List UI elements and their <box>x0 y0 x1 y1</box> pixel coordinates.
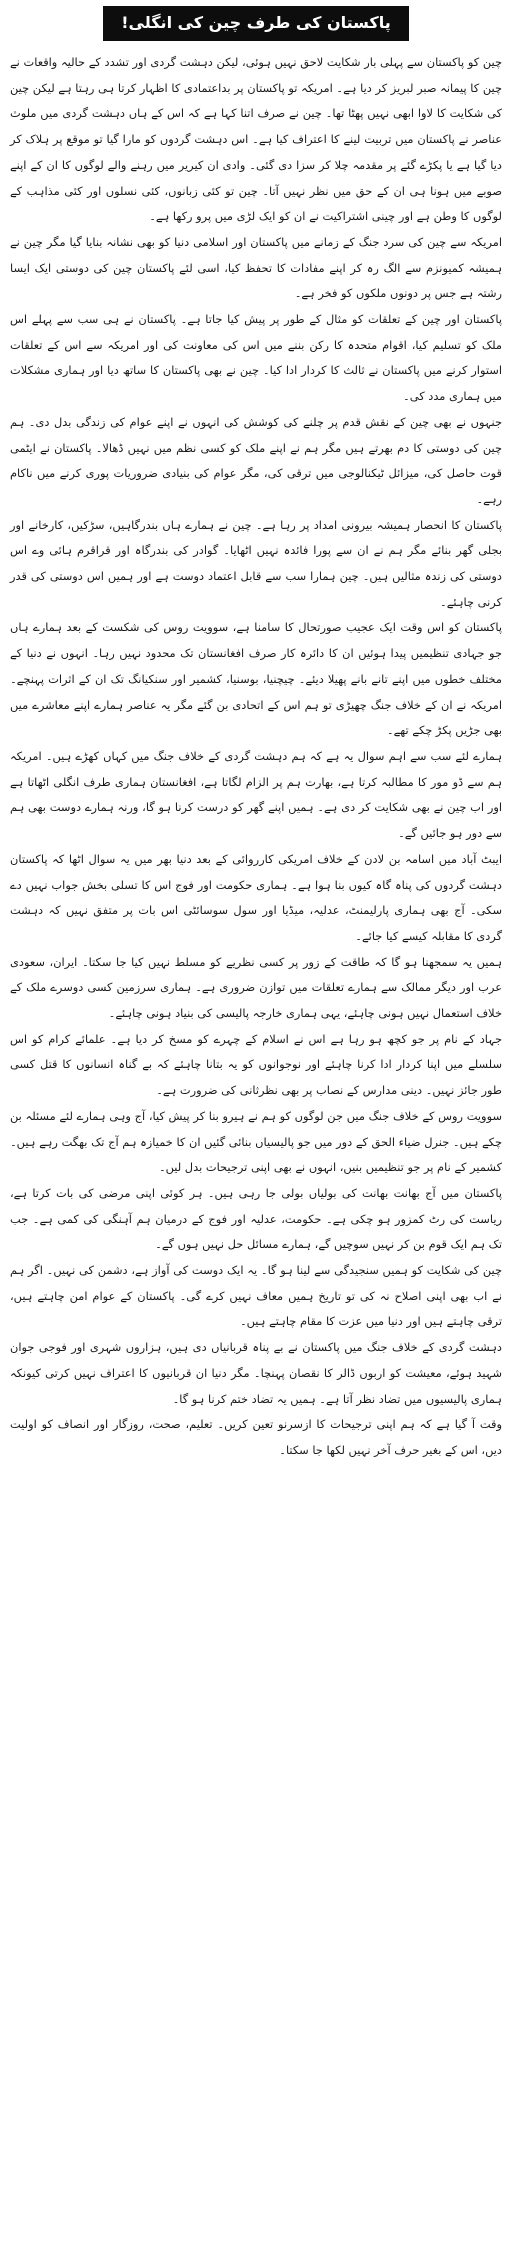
article-paragraph: وقت آ گیا ہے کہ ہم اپنی ترجیحات کا ازسرنو تعین کریں۔ تعلیم، صحت، روزگار اور انصاف کو اولیت دیں، اس کے بغیر حرف آخر نہیں لکھا جا سکتا۔ <box>10 1417 502 1457</box>
headline: پاکستان کی طرف چین کی انگلی! <box>103 6 409 41</box>
article-paragraph: پاکستان اور چین کے تعلقات کو مثال کے طور پر پیش کیا جاتا ہے۔ پاکستان نے ہی سب سے پہلے اس ملک کو تسلیم کیا، اقوام متحدہ کا رکن بننے میں اس کی معاونت کی اور امریکہ سے اس کے تعلقات استوار کرنے میں پاکستان نے ثالث کا کردار ادا کیا۔ چین نے بھی پاکستان کا ساتھ دیا اور ہماری مشکلات میں ہماری مدد کی۔ <box>10 312 502 404</box>
article-paragraph: ایبٹ آباد میں اسامہ بن لادن کے خلاف امریکی کارروائی کے بعد دنیا بھر میں یہ سوال اٹھا کہ پاکستان دہشت گردوں کی پناہ گاہ کیوں بنا ہوا ہے۔ ہماری حکومت اور فوج اس کا تسلی بخش جواب نہیں دے سکی۔ آج بھی ہماری پارلیمنٹ، عدلیہ، میڈیا اور سول سوسائٹی اس بات پر متفق نہیں کہ دہشت گردی کا مقابلہ کیسے کیا جائے۔ <box>10 851 502 943</box>
article-paragraph: چین کی شکایت کو ہمیں سنجیدگی سے لینا ہو گا۔ یہ ایک دوست کی آواز ہے، دشمن کی نہیں۔ اگر ہم نے اب بھی اپنی اصلاح نہ کی تو تاریخ ہمیں معاف نہیں کرے گی۔ پاکستان کے عوام امن چاہتے ہیں، ترقی چاہتے ہیں اور دنیا میں عزت کا مقام چاہتے ہیں۔ <box>10 1263 502 1329</box>
article-body <box>10 50 502 1464</box>
article-paragraph: ہمیں یہ سمجھنا ہو گا کہ طاقت کے زور پر کسی نظریے کو مسلط نہیں کیا جا سکتا۔ ایران، سعودی عرب اور دیگر ممالک سے ہمارے تعلقات میں توازن ضروری ہے۔ ہماری سرزمین کسی دوسرے ملک کے خلاف استعمال نہیں ہونی چاہئے، یہی ہماری خارجہ پالیسی کی بنیاد ہونی چاہئے۔ <box>10 954 502 1021</box>
article-paragraph: پاکستان میں آج بھانت بھانت کی بولیاں بولی جا رہی ہیں۔ ہر کوئی اپنی مرضی کی بات کرتا ہے، ریاست کی رٹ کمزور ہو چکی ہے۔ حکومت، عدلیہ اور فوج کے درمیان ہم آہنگی کی کمی ہے۔ جب تک ہم ایک قوم بن کر نہیں سوچیں گے، ہمارے مسائل حل نہیں ہوں گے۔ <box>10 1185 502 1252</box>
article-paragraph: دہشت گردی کے خلاف جنگ میں پاکستان نے بے پناہ قربانیاں دی ہیں، ہزاروں شہری اور فوجی جوان شہید ہوئے، معیشت کو اربوں ڈالر کا نقصان پہنچا۔ مگر دنیا ان قربانیوں کا اعتراف نہیں کرتی کیونکہ ہماری پالیسیوں میں تضاد نظر آتا ہے۔ ہمیں یہ تضاد ختم کرنا ہو گا۔ <box>10 1340 502 1406</box>
article-paragraph: چین کو پاکستان سے پہلی بار شکایت لاحق نہیں ہوئی، لیکن دہشت گردی اور تشدد کے حالیہ واقعات نے چین کا پیمانہ صبر لبریز کر دیا ہے۔ امریکہ تو پاکستان پر بداعتمادی کا اظہار کرتا ہی رہتا ہے لیکن چین کی شکایت کا لاوا ابھی نہیں پھٹا تھا۔ چین نے صرف اتنا کہا ہے کہ اس کے ہاں دہشت گردی میں ملوث عناصر نے پاکستان میں تربیت لینے کا اعتراف کیا ہے۔ اس دہشت گردوں کو مارا گیا تو موقع پر ہلاک کر دیا گیا ہے یا پکڑے گئے پر مقدمہ چلا کر سزا دی گئی۔ وادی ان کیریر میں رہنے والے لوگوں کا ان کے اپنے صوبے میں ہونا ہی ان کے حق میں نظر نہیں آتا۔ چین تو کئی زبانوں، کئی نسلوں اور کئی مذاہب کے لوگوں کا وطن ہے اور چینی اشتراکیت نے ان کو ایک لڑی میں پرو رکھا ہے۔ <box>10 55 502 224</box>
article-paragraph: جنہوں نے بھی چین کے نقش قدم پر چلنے کی کوشش کی انہوں نے اپنے عوام کی زندگی بدل دی۔ ہم چین کی دوستی کا دم بھرتے ہیں مگر ہم نے اپنے ملک کو کسی نظم میں نہیں ڈھالا۔ پاکستان نے ایٹمی قوت حاصل کی، میزائل ٹیکنالوجی میں ترقی کی، مگر عوام کی بنیادی ضروریات پوری کرنے میں ناکام رہے۔ <box>10 414 502 506</box>
article-paragraph: پاکستان کو اس وقت ایک عجیب صورتحال کا سامنا ہے، سوویت روس کی شکست کے بعد ہمارے ہاں جو جہادی تنظیمیں پیدا ہوئیں ان کا دائرہ کار صرف افغانستان تک محدود نہیں رہا۔ انہوں نے دنیا کے مختلف خطوں میں اپنے تانے بانے پھیلا دیئے۔ چیچنیا، بوسنیا، کشمیر اور سنکیانگ تک ان کے اثرات پہنچے۔ امریکہ نے ان کے خلاف جنگ چھیڑی تو ہم اس کے اتحادی بن گئے مگر یہ عناصر ہمارے اپنے معاشرے میں بھی جڑیں پکڑ چکے تھے۔ <box>10 620 502 738</box>
article-paragraph: ہمارے لئے سب سے اہم سوال یہ ہے کہ ہم دہشت گردی کے خلاف جنگ میں کہاں کھڑے ہیں۔ امریکہ ہم سے ڈو مور کا مطالبہ کرتا ہے، بھارت ہم پر الزام لگاتا ہے، افغانستان ہماری طرف انگلی اٹھاتا ہے اور اب چین نے بھی شکایت کر دی ہے۔ ہمیں اپنے گھر کو درست کرنا ہو گا، ورنہ ہمارے دوست بھی ہم سے دور ہو جائیں گے۔ <box>10 748 502 841</box>
article-paragraph: پاکستان کا انحصار ہمیشہ بیرونی امداد پر رہا ہے۔ چین نے ہمارے ہاں بندرگاہیں، سڑکیں، کارخانے اور بجلی گھر بنائے مگر ہم نے ان سے پورا فائدہ نہیں اٹھایا۔ گوادر کی بندرگاہ اور قراقرم ہائی وے اس دوستی کی زندہ مثالیں ہیں۔ چین ہمارا سب سے قابل اعتماد دوست ہے اور ہمیں اس دوستی کی قدر کرنی چاہئے۔ <box>10 517 502 609</box>
headline-container <box>10 6 502 46</box>
article-paragraph: جہاد کے نام پر جو کچھ ہو رہا ہے اس نے اسلام کے چہرے کو مسخ کر دیا ہے۔ علمائے کرام کو اس سلسلے میں اپنا کردار ادا کرنا چاہئے اور نوجوانوں کو یہ بتانا چاہئے کہ بے گناہ انسانوں کا قتل کسی طور جائز نہیں۔ دینی مدارس کے نصاب پر بھی نظرثانی کی ضرورت ہے۔ <box>10 1031 502 1098</box>
article-paragraph: سوویت روس کے خلاف جنگ میں جن لوگوں کو ہم نے ہیرو بنا کر پیش کیا، آج وہی ہمارے لئے مسئلہ بن چکے ہیں۔ جنرل ضیاء الحق کے دور میں جو پالیسیاں بنائی گئیں ان کا خمیازہ ہم آج تک بھگت رہے ہیں۔ کشمیر کے نام پر جو تنظیمیں بنیں، انہوں نے بھی اپنی ترجیحات بدل لیں۔ <box>10 1108 502 1175</box>
article-paragraph: امریکہ سے چین کی سرد جنگ کے زمانے میں پاکستان اور اسلامی دنیا کو بھی نشانہ بنایا گیا مگر چین نے ہمیشہ کمیونزم سے الگ رہ کر اپنے مفادات کا تحفظ کیا، اسی لئے پاکستان چین کی دوستی ایک ایسا رشتہ ہے جس پر دونوں ملکوں کو فخر ہے۔ <box>10 234 502 301</box>
